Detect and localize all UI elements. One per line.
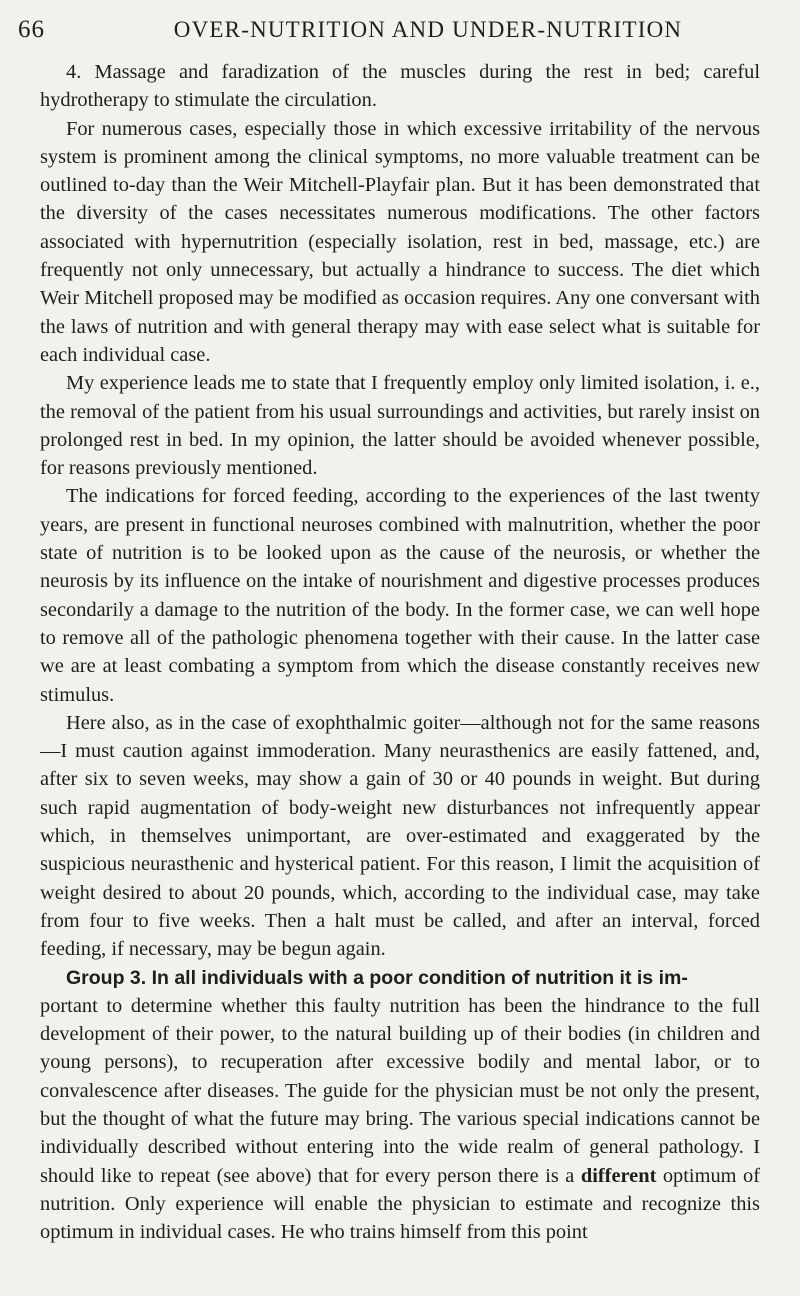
paragraph-experience: My experience leads me to state that I frequently employ only limited isolation, i. e., the removal of the patient from his usual surroundings and activities, but rarely insist on prolonged rest in bed. In my opinion, the latter should be avoided whenever possible, for reasons previously mentioned. — [40, 372, 760, 480]
paragraph-mitchell-playfair: For numerous cases, especially those in which excessive irritability of the nervous system is prominent among the clinical symptoms, no more valuable treatment can be outlined to-day than the Weir Mitchell-Playfair plan. But it has been demonstrated that the diversity of the cases necessitates numerous modifications. The other factors associated with hypernutrition (especially isolation, rest in bed, massage, etc.) are frequently not only unnecessary, but actually a hindrance to success. The diet which Weir Mitchell proposed may be modified as occasion requires. Any one conversant with the laws of nutrition and with general therapy may with ease select what is suitable for each individual case. — [40, 117, 760, 366]
paragraph-exophthalmic: Here also, as in the case of exophthalmic goiter—although not for the same reasons—I must caution against immoderation. Many neurasthenics are easily fattened, and, after six to seven weeks, may show a gain of 30 or 40 pounds in weight. But during such rapid augmentation of body-weight new disturbances not infrequently appear which, in themselves unimportant, are over-estimated and exaggerated by the suspicious neurasthenic and hysterical patient. For this reason, I limit the acquisition of weight desired to about 20 pounds, which, according to the individual case, may take from four to five weeks. Then a halt must be called, and after an interval, forced feeding, if necessary, may be begun again. — [40, 711, 760, 961]
paragraph-massage: 4. Massage and faradization of the muscles during the rest in bed; careful hydrotherapy to stimulate the circulation. — [40, 61, 760, 112]
body-text — [40, 58, 760, 1246]
page-header — [18, 16, 788, 46]
group-3-text: portant to determine whether this faulty nutrition has been the hindrance to the full development of their power, to the natural building up of their bodies (in children and young persons), to recuperation after excessive bodily and mental labor, or to convalescence after diseases. The guide for the physician must be not only the present, but the thought of what the future may bring. The various special indications cannot be individually described without entering into the wide realm of general pathology. I should like to repeat (see above) that for every person there is a — [40, 994, 760, 1187]
paragraph-group-3 — [40, 964, 760, 1247]
group-3-emphasis: different — [580, 1164, 657, 1187]
group-3-heading: Group 3. In all individuals with a poor condition of nutrition it is im- — [66, 966, 688, 989]
page-number: 66 — [18, 16, 45, 43]
group-3-text-after: optimum of nutrition. Only experience will enable the physician to estimate and recognize this optimum in individual cases. He who trains himself from this point — [40, 1164, 760, 1244]
paragraph-forced-feeding: The indications for forced feeding, according to the experiences of the last twenty years, are present in functional neuroses combined with malnutrition, whether the poor state of nutrition is to be looked upon as the cause of the neurosis, or whether the neurosis by its influence on the intake of nourishment and digestive processes produces secondarily a damage to the nutrition of the body. In the former case, we can well hope to remove all of the pathologic phenomena together with their cause. In the latter case we are at least combating a symptom from which the disease constantly receives new stimulus. — [40, 485, 760, 706]
running-head: OVER-NUTRITION AND UNDER-NUTRITION — [173, 17, 683, 42]
